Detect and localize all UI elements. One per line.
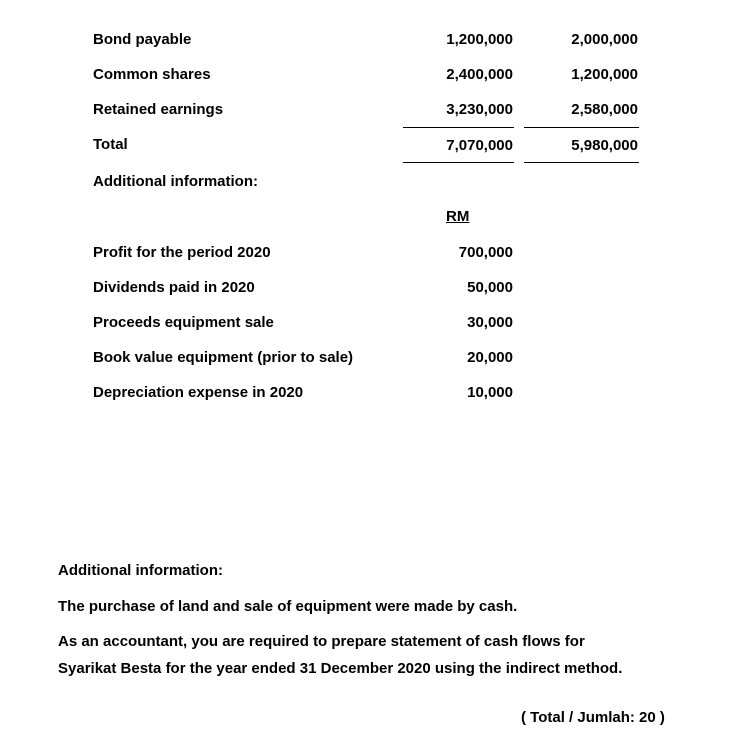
- bond-payable-2019: 2,000,000: [571, 31, 638, 48]
- info-label-depreciation: Depreciation expense in 2020: [93, 384, 304, 401]
- total-2020: 7,070,000: [446, 137, 513, 154]
- retained-earnings-2019: 2,580,000: [571, 101, 638, 118]
- subtotal-rule-2020: [403, 127, 514, 128]
- common-shares-2019: 1,200,000: [571, 66, 638, 83]
- notes-line-2: As an accountant, you are required to prepare statement of cash flows for: [58, 633, 585, 650]
- row-label-bond-payable: Bond payable: [93, 31, 192, 48]
- info-label-book-value: Book value equipment (prior to sale): [93, 349, 354, 366]
- total-rule-2020: [403, 162, 514, 163]
- bond-payable-2020: 1,200,000: [446, 31, 513, 48]
- retained-earnings-2020: 3,230,000: [446, 101, 513, 118]
- info-label-dividends: Dividends paid in 2020: [93, 279, 255, 296]
- info-value-dividends: 50,000: [467, 279, 513, 296]
- additional-info-heading: Additional information:: [93, 173, 258, 190]
- info-value-proceeds: 30,000: [467, 314, 513, 331]
- notes-heading: Additional information:: [58, 562, 223, 579]
- currency-label: RM: [446, 208, 470, 225]
- info-label-proceeds: Proceeds equipment sale: [93, 314, 274, 331]
- total-2019: 5,980,000: [571, 137, 638, 154]
- row-label-total: Total: [93, 136, 128, 153]
- common-shares-2020: 2,400,000: [446, 66, 513, 83]
- row-label-common-shares: Common shares: [93, 66, 211, 83]
- subtotal-rule-2019: [524, 127, 639, 128]
- info-value-book-value: 20,000: [467, 349, 513, 366]
- info-label-profit: Profit for the period 2020: [93, 244, 271, 261]
- info-value-profit: 700,000: [458, 244, 513, 261]
- notes-line-1: The purchase of land and sale of equipment were made by cash.: [58, 598, 518, 615]
- info-value-depreciation: 10,000: [467, 384, 513, 401]
- notes-line-3: Syarikat Besta for the year ended 31 December 2020 using the indirect method.: [58, 660, 623, 677]
- total-marks: ( Total / Jumlah: 20 ): [521, 709, 665, 726]
- total-rule-2019: [524, 162, 639, 163]
- row-label-retained-earnings: Retained earnings: [93, 101, 224, 118]
